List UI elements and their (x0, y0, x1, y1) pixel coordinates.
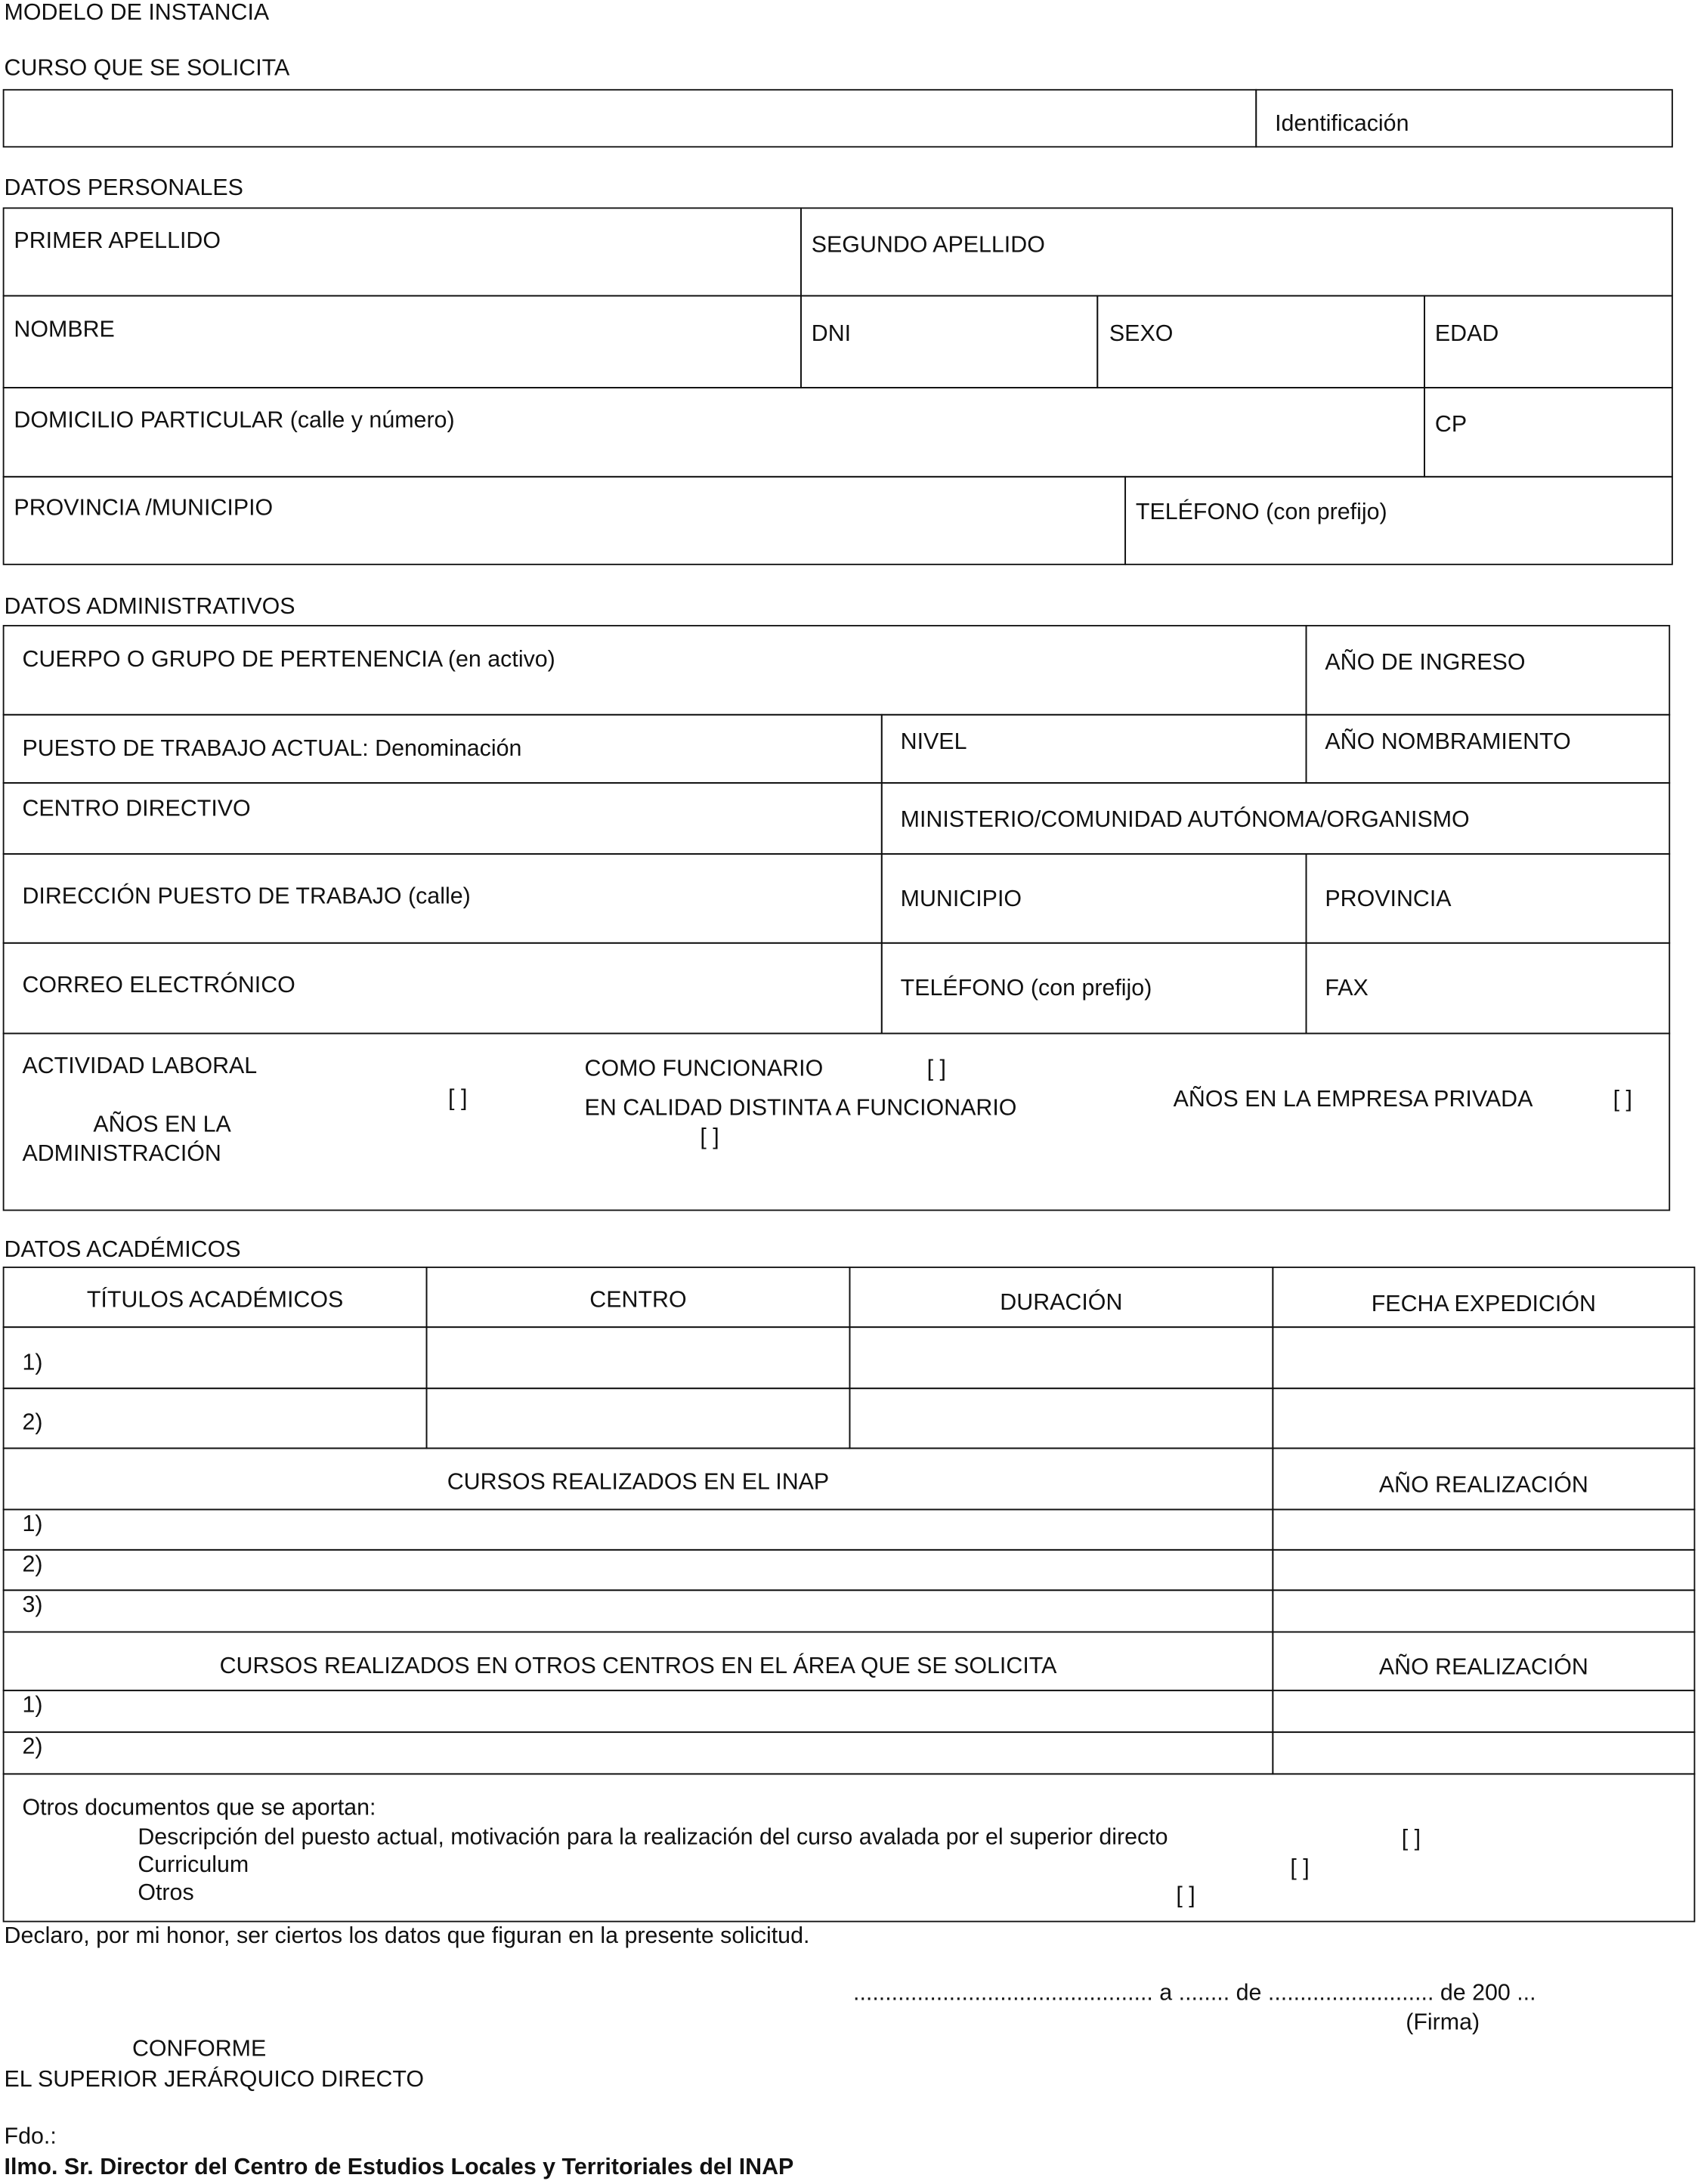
municipio-field[interactable] (881, 853, 1307, 944)
distinta-checkbox[interactable]: [ ] (700, 1124, 719, 1150)
segundo-apellido-field[interactable] (800, 207, 1673, 296)
course-field[interactable] (3, 89, 1257, 147)
document-item-curriculum: Curriculum (138, 1852, 249, 1878)
declaration-text: Declaro, por mi honor, ser ciertos los datos que figuran en la presente solicitud. (4, 1923, 810, 1949)
date-line[interactable]: ............................................... a ........ de .......................... de 200 ... (853, 1980, 1536, 2006)
identificacion-label: Identificación (1275, 111, 1409, 137)
otros-row-2[interactable] (3, 1731, 1274, 1774)
anio-nombramiento-field[interactable] (1306, 714, 1671, 784)
privada-label: AÑOS EN LA EMPRESA PRIVADA (1173, 1087, 1533, 1112)
actividad-label: ACTIVIDAD LABORAL (22, 1053, 258, 1079)
row-number: 1) (22, 1692, 43, 1718)
privada-checkbox[interactable]: [ ] (1613, 1087, 1632, 1112)
inap-row-3[interactable] (3, 1589, 1274, 1632)
field-label: DIRECCIÓN PUESTO DE TRABAJO (calle) (22, 883, 471, 909)
row-number: 1) (22, 1350, 43, 1375)
domicilio-field[interactable] (3, 387, 1425, 478)
table-cell[interactable] (849, 1326, 1273, 1389)
field-label: NOMBRE (14, 317, 115, 343)
inap-header (3, 1447, 1274, 1510)
col-duracion (849, 1267, 1273, 1328)
academic-heading: DATOS ACADÉMICOS (4, 1237, 241, 1263)
table-cell[interactable] (1272, 1690, 1695, 1733)
document-item-descripcion: Descripción del puesto actual, motivación para la realización del curso avalada por el superior directo (138, 1824, 1168, 1850)
table-cell[interactable] (426, 1387, 851, 1449)
field-label: NIVEL (900, 729, 967, 755)
table-cell[interactable] (1272, 1731, 1695, 1774)
otros-year-header (1272, 1632, 1695, 1691)
field-label: PROVINCIA (1325, 886, 1452, 912)
titulo-row-2[interactable] (3, 1387, 428, 1449)
table-cell[interactable] (1272, 1326, 1695, 1389)
descripcion-checkbox[interactable]: [ ] (1401, 1826, 1421, 1851)
field-label: PUESTO DE TRABAJO ACTUAL: Denominación (22, 736, 522, 762)
telefono-field[interactable] (1124, 476, 1673, 565)
field-label: MINISTERIO/COMUNIDAD AUTÓNOMA/ORGANISMO (900, 807, 1470, 833)
field-label: EDAD (1434, 321, 1499, 347)
sexo-field[interactable] (1096, 295, 1425, 388)
table-cell[interactable] (426, 1326, 851, 1389)
field-label: TELÉFONO (con prefijo) (900, 976, 1152, 1001)
col-fecha (1272, 1267, 1695, 1328)
admin-heading: DATOS ADMINISTRATIVOS (4, 594, 295, 620)
addressee: Ilmo. Sr. Director del Centro de Estudios Locales y Territoriales del INAP (4, 2155, 794, 2180)
anios-admin-label: AÑOS EN LA (93, 1112, 231, 1137)
inap-heading: CURSOS REALIZADOS EN EL INAP (447, 1469, 830, 1496)
table-cell[interactable] (1272, 1589, 1695, 1632)
actividad-laboral-box (3, 1033, 1670, 1211)
col-centro (426, 1267, 851, 1328)
centro-directivo-field[interactable] (3, 782, 883, 855)
provincia-trabajo-field[interactable] (1306, 853, 1671, 944)
field-label: PRIMER APELLIDO (14, 228, 221, 254)
funcionario-label: COMO FUNCIONARIO (584, 1056, 824, 1082)
otros-header (3, 1632, 1274, 1691)
field-label: CORREO ELECTRÓNICO (22, 973, 295, 998)
cp-field[interactable] (1424, 387, 1673, 478)
anios-admin-checkbox[interactable]: [ ] (448, 1085, 468, 1111)
table-cell[interactable] (1272, 1509, 1695, 1551)
puesto-field[interactable] (3, 714, 883, 784)
column-header: FECHA EXPEDICIÓN (1371, 1292, 1596, 1317)
row-number: 3) (22, 1592, 43, 1618)
field-label: FAX (1325, 976, 1369, 1001)
otros-row-1[interactable] (3, 1690, 1274, 1733)
field-label: DOMICILIO PARTICULAR (calle y número) (14, 407, 455, 433)
year-heading: AÑO REALIZACIÓN (1378, 1654, 1588, 1681)
fdo-label: Fdo.: (4, 2124, 57, 2149)
cuerpo-field[interactable] (3, 625, 1307, 716)
row-number: 1) (22, 1511, 43, 1537)
anios-admin-label-2: ADMINISTRACIÓN (22, 1141, 221, 1167)
field-label: CP (1434, 412, 1468, 438)
field-label: SEXO (1109, 321, 1174, 347)
field-label: PROVINCIA /MUNICIPIO (14, 495, 274, 521)
fax-field[interactable] (1306, 942, 1671, 1035)
direccion-field[interactable] (3, 853, 883, 944)
firma-label: (Firma) (1406, 2009, 1480, 2035)
column-header: CENTRO (589, 1287, 687, 1313)
column-header: DURACIÓN (1000, 1290, 1123, 1316)
inap-year-header (1272, 1447, 1695, 1510)
anio-ingreso-field[interactable] (1306, 625, 1671, 716)
field-label: TELÉFONO (con prefijo) (1135, 500, 1387, 525)
field-label: AÑO DE INGRESO (1325, 650, 1526, 676)
table-cell[interactable] (1272, 1387, 1695, 1449)
inap-row-1[interactable] (3, 1509, 1274, 1551)
row-number: 2) (22, 1734, 43, 1760)
field-label: CUERPO O GRUPO DE PERTENENCIA (en activo) (22, 647, 555, 673)
personal-heading: DATOS PERSONALES (4, 175, 243, 201)
inap-row-2[interactable] (3, 1549, 1274, 1591)
telefono-trabajo-field[interactable] (881, 942, 1307, 1035)
distinta-label: EN CALIDAD DISTINTA A FUNCIONARIO (584, 1095, 1017, 1121)
conforme-label: CONFORME (131, 2036, 267, 2062)
titulo-row-1[interactable] (3, 1326, 428, 1389)
field-label: DNI (811, 321, 852, 347)
otros-checkbox[interactable]: [ ] (1176, 1882, 1195, 1909)
otros-heading: CURSOS REALIZADOS EN OTROS CENTROS EN EL ÁREA QUE SE SOLICITA (219, 1653, 1057, 1679)
field-label: MUNICIPIO (900, 886, 1022, 912)
table-cell[interactable] (849, 1387, 1273, 1449)
provincia-field[interactable] (3, 476, 1126, 565)
col-titulos (3, 1267, 428, 1328)
field-label: AÑO NOMBRAMIENTO (1325, 729, 1571, 755)
document-item-otros: Otros (138, 1880, 194, 1906)
dni-field[interactable] (800, 295, 1098, 388)
row-number: 2) (22, 1551, 43, 1577)
row-number: 2) (22, 1409, 43, 1435)
correo-field[interactable] (3, 942, 883, 1035)
primer-apellido-field[interactable] (3, 207, 802, 296)
nombre-field[interactable] (3, 295, 802, 388)
edad-field[interactable] (1424, 295, 1673, 388)
field-label: SEGUNDO APELLIDO (811, 232, 1045, 258)
course-heading: CURSO QUE SE SOLICITA (4, 55, 290, 81)
nivel-field[interactable] (881, 714, 1307, 784)
field-label: CENTRO DIRECTIVO (22, 796, 251, 821)
identificacion-field[interactable] (1255, 89, 1673, 147)
ministerio-field[interactable] (881, 782, 1670, 855)
documents-box (3, 1773, 1696, 1922)
year-heading: AÑO REALIZACIÓN (1378, 1472, 1588, 1498)
form-title: MODELO DE INSTANCIA (4, 0, 270, 26)
documents-heading: Otros documentos que se aportan: (22, 1795, 376, 1821)
table-cell[interactable] (1272, 1549, 1695, 1591)
superior-label: EL SUPERIOR JERÁRQUICO DIRECTO (4, 2067, 425, 2093)
funcionario-checkbox[interactable]: [ ] (926, 1056, 946, 1082)
column-header: TÍTULOS ACADÉMICOS (86, 1287, 344, 1313)
curriculum-checkbox[interactable]: [ ] (1290, 1855, 1310, 1881)
